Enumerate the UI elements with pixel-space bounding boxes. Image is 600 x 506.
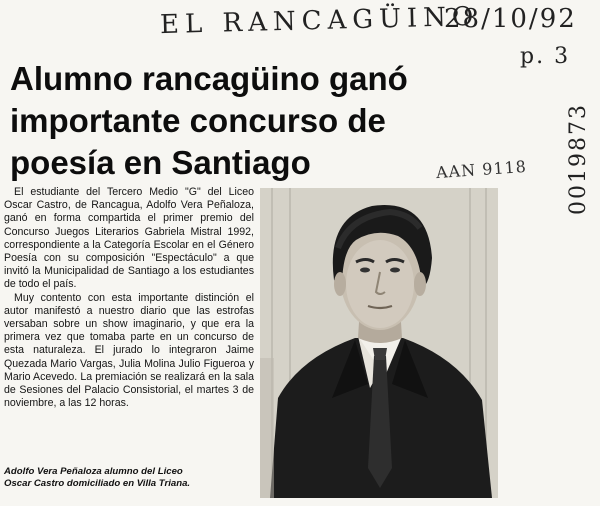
headline-line: importante concurso de — [10, 102, 386, 139]
handwritten-source-note: EL RANCAGÜINO — [159, 1, 480, 41]
article-paragraph: Muy contento con esta importante distinción el autor manifestó a nuestro diario que las estrofas versaban sobre un show imaginario, y que era la primera vez que tomaba parte en un concurso de esta naturaleza. El jurado lo integraron Jaime Quezada Mario Vargas, Julia Molina Julio Figueroa y Mario Acevedo. La premiación se realizará en la sala de Sesiones del Palacio Consistorial, el martes 3 de noviembre, a las 12 horas. — [4, 291, 254, 410]
handwritten-page-note: p. 3 — [520, 44, 571, 69]
portrait-illustration — [260, 188, 498, 498]
headline-line: poesía en Santiago — [10, 144, 311, 181]
article-headline — [10, 58, 530, 184]
archive-code-stamp: AAN 9118 — [435, 156, 528, 183]
side-archive-number: 0019873 — [566, 103, 591, 215]
article-body — [4, 186, 254, 410]
handwritten-date-note: 28/10/92 — [444, 4, 577, 34]
caption-line: Adolfo Vera Peñaloza alumno del Liceo — [4, 466, 183, 477]
headline-line: Alumno rancagüino ganó — [10, 60, 408, 97]
photo-caption — [4, 466, 244, 490]
student-portrait-photo — [260, 188, 498, 498]
article-paragraph: El estudiante del Tercero Medio "G" del Liceo Oscar Castro, de Rancagua, Adolfo Vera Peñaloza, ganó en forma compartida el primer premio del Concurso Juegos Literarios Gabriela Mistral 1992, correspondiente a la Categoría Escolar en el Género Poesía con su composición "Espectáculo" a que invitó la Municipalidad de Santiago a los estudiantes de todo el país. — [4, 186, 254, 291]
caption-line: Oscar Castro domiciliado en Villa Triana. — [4, 478, 191, 489]
